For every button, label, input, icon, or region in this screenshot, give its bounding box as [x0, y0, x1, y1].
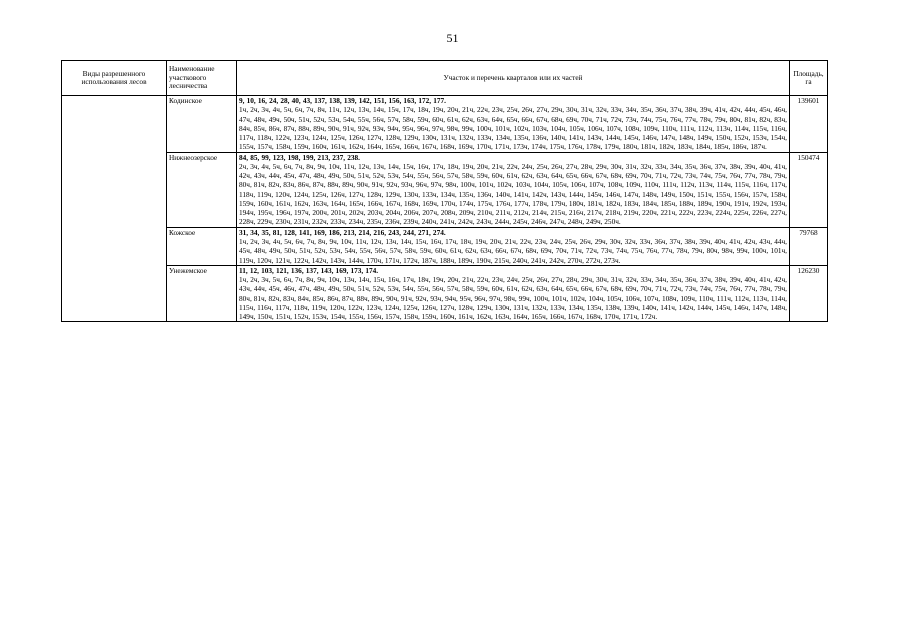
district-name: Нижнеозерское — [167, 152, 237, 227]
partial-quarters: 2ч, 3ч, 4ч, 5ч, 6ч, 7ч, 8ч, 9ч, 10ч, 11ч, 12ч, 13ч, 14ч, 15ч, 16ч, 17ч, 18ч, 19ч, 20ч, 21ч, 22ч, 24ч, 25ч, 26ч, 27ч, 28ч, 29ч, 30ч, 31ч, 32ч, 33ч, 34ч, 35ч, 36ч, 37ч, 38ч, 39ч, 40ч, 41ч, 42ч, 43ч, 44ч, 45ч, 47ч, 48ч, 49ч, 50ч, 51ч, 52ч, 53ч, 54ч, 55ч, 56ч, 57ч, 58ч, 59ч, 60ч, 61ч, 62ч, 63ч, 64ч, 65ч, 66ч, 67ч, 68ч, 69ч, 70ч, 71ч, 72ч, 73ч, 74ч, 75ч, 76ч, 77ч, 78ч, 79ч, 80ч, 81ч, 82ч, 83ч, 86ч, 87ч, 88ч, 89ч, 90ч, 91ч, 92ч, 93ч, 96ч, 97ч, 98ч, 100ч, 101ч, 102ч, 103ч, 104ч, 105ч, 106ч, 107ч, 108ч, 109ч, 110ч, 111ч, 112ч, 113ч, 114ч, 115ч, 116ч, 117ч, 118ч, 119ч, 120ч, 124ч, 125ч, 126ч, 127ч, 128ч, 129ч, 130ч, 133ч, 134ч, 135ч, 136ч, 140ч, 141ч, 142ч, 143ч, 144ч, 145ч, 146ч, 147ч, 148ч, 149ч, 150ч, 151ч, 155ч, 156ч, 157ч, 158ч, 159ч, 160ч, 161ч, 162ч, 163ч, 164ч, 165ч, 166ч, 167ч, 168ч, 169ч, 170ч, 174ч, 175ч, 176ч, 177ч, 178ч, 179ч, 180ч, 181ч, 182ч, 183ч, 184ч, 185ч, 188ч, 189ч, 190ч, 191ч, 192ч, 193ч, 194ч, 195ч, 196ч, 197ч, 200ч, 201ч, 202ч, 203ч, 204ч, 206ч, 207ч, 208ч, 209ч, 210ч, 211ч, 212ч, 214ч, 215ч, 216ч, 217ч, 218ч, 219ч, 220ч, 221ч, 222ч, 223ч, 224ч, 225ч, 226ч, 227ч, 228ч, 229ч, 230ч, 231ч, 232ч, 233ч, 234ч, 235ч, 236ч, 239ч, 240ч, 241ч, 242ч, 243ч, 244ч, 245ч, 246ч, 247ч, 248ч, 249ч, 250ч. — [239, 161, 787, 227]
whole-quarters: 84, 85, 99, 123, 198, 199, 213, 237, 238. — [239, 152, 360, 162]
partial-quarters: 1ч, 2ч, 3ч, 4ч, 5ч, 6ч, 7ч, 8ч, 9ч, 10ч, 11ч, 12ч, 13ч, 14ч, 15ч, 16ч, 17ч, 18ч, 19ч, 20ч, 21ч, 22ч, 23ч, 24ч, 25ч, 26ч, 29ч, 30ч, 32ч, 33ч, 36ч, 37ч, 38ч, 39ч, 40ч, 41ч, 42ч, 43ч, 44ч, 45ч, 48ч, 49ч, 50ч, 51ч, 52ч, 53ч, 54ч, 55ч, 56ч, 57ч, 58ч, 59ч, 60ч, 61ч, 62ч, 63ч, 66ч, 67ч, 68ч, 69ч, 70ч, 71ч, 72ч, 73ч, 74ч, 75ч, 76ч, 77ч, 78ч, 79ч, 80ч, 98ч, 99ч, 100ч, 101ч, 119ч, 120ч, 121ч, 122ч, 142ч, 143ч, 144ч, 170ч, 171ч, 172ч, 187ч, 188ч, 189ч, 190ч, 215ч, 240ч, 241ч, 242ч, 270ч, 272ч, 273ч. — [239, 236, 787, 265]
forest-use-table — [61, 60, 828, 322]
header-area: Площадь, га — [790, 61, 828, 96]
page-number: 51 — [446, 31, 459, 45]
table-row — [62, 96, 828, 153]
header-usage: Виды разрешенного использования лесов — [62, 61, 167, 96]
usage-cell — [62, 96, 167, 322]
quarters-cell — [237, 265, 790, 322]
table-row — [62, 265, 828, 322]
district-name: Кодинское — [167, 96, 237, 153]
partial-quarters: 1ч, 2ч, 3ч, 5ч, 6ч, 7ч, 8ч, 9ч, 10ч, 13ч, 14ч, 15ч, 16ч, 17ч, 18ч, 19ч, 20ч, 21ч, 22ч, 23ч, 24ч, 25ч, 26ч, 27ч, 28ч, 29ч, 30ч, 31ч, 32ч, 33ч, 34ч, 35ч, 36ч, 37ч, 38ч, 39ч, 40ч, 41ч, 42ч, 43ч, 44ч, 45ч, 46ч, 47ч, 48ч, 49ч, 50ч, 51ч, 52ч, 53ч, 54ч, 55ч, 56ч, 57ч, 58ч, 59ч, 60ч, 61ч, 62ч, 63ч, 64ч, 65ч, 66ч, 67ч, 68ч, 69ч, 70ч, 71ч, 72ч, 73ч, 74ч, 75ч, 76ч, 77ч, 78ч, 79ч, 80ч, 81ч, 82ч, 83ч, 84ч, 85ч, 86ч, 87ч, 88ч, 89ч, 90ч, 91ч, 92ч, 93ч, 94ч, 95ч, 96ч, 97ч, 98ч, 99ч, 100ч, 101ч, 102ч, 104ч, 105ч, 106ч, 107ч, 108ч, 109ч, 110ч, 111ч, 112ч, 113ч, 114ч, 115ч, 116ч, 117ч, 118ч, 119ч, 120ч, 122ч, 123ч, 124ч, 125ч, 126ч, 127ч, 128ч, 129ч, 130ч, 131ч, 132ч, 133ч, 134ч, 135ч, 138ч, 139ч, 140ч, 141ч, 142ч, 144ч, 145ч, 146ч, 147ч, 148ч, 149ч, 150ч, 151ч, 152ч, 153ч, 154ч, 155ч, 156ч, 157ч, 158ч, 159ч, 160ч, 161ч, 162ч, 163ч, 164ч, 165ч, 166ч, 167ч, 168ч, 170ч, 171ч, 172ч. — [239, 275, 787, 322]
header-district: Наименование участкового лесничества — [167, 61, 237, 96]
quarters-cell — [237, 96, 790, 153]
area-value: 150474 — [790, 152, 828, 227]
quarters-cell — [237, 227, 790, 265]
whole-quarters: 9, 10, 16, 24, 28, 40, 43, 137, 138, 139, 142, 151, 156, 163, 172, 177. — [239, 96, 446, 105]
area-value: 79768 — [790, 227, 828, 265]
table-row — [62, 227, 828, 265]
header-quarters: Участок и перечень кварталов или их частей — [237, 61, 790, 96]
area-value: 139601 — [790, 96, 828, 153]
whole-quarters: 11, 12, 103, 121, 136, 137, 143, 169, 173, 174. — [239, 265, 379, 275]
whole-quarters: 31, 34, 35, 81, 128, 141, 169, 186, 213, 214, 216, 243, 244, 271, 274. — [239, 227, 446, 237]
quarters-cell — [237, 152, 790, 227]
district-name: Унежемское — [167, 265, 237, 322]
partial-quarters: 1ч, 2ч, 3ч, 4ч, 5ч, 6ч, 7ч, 8ч, 11ч, 12ч, 13ч, 14ч, 15ч, 17ч, 18ч, 19ч, 20ч, 21ч, 22ч, 23ч, 25ч, 26ч, 27ч, 29ч, 30ч, 31ч, 32ч, 33ч, 34ч, 35ч, 36ч, 37ч, 38ч, 39ч, 41ч, 42ч, 44ч, 45ч, 46ч, 47ч, 48ч, 49ч, 50ч, 51ч, 52ч, 53ч, 54ч, 55ч, 56ч, 57ч, 58ч, 59ч, 60ч, 61ч, 62ч, 63ч, 64ч, 65ч, 66ч, 67ч, 68ч, 69ч, 70ч, 71ч, 72ч, 73ч, 74ч, 75ч, 76ч, 77ч, 78ч, 79ч, 80ч, 81ч, 82ч, 83ч, 84ч, 85ч, 86ч, 87ч, 88ч, 89ч, 90ч, 91ч, 92ч, 93ч, 94ч, 95ч, 96ч, 97ч, 98ч, 99ч, 100ч, 101ч, 102ч, 103ч, 104ч, 105ч, 106ч, 107ч, 108ч, 109ч, 110ч, 111ч, 112ч, 113ч, 114ч, 115ч, 116ч, 117ч, 118ч, 122ч, 123ч, 124ч, 125ч, 126ч, 127ч, 128ч, 129ч, 130ч, 131ч, 132ч, 133ч, 134ч, 135ч, 136ч, 140ч, 141ч, 143ч, 144ч, 145ч, 146ч, 147ч, 148ч, 149ч, 150ч, 152ч, 153ч, 154ч, 155ч, 157ч, 158ч, 159ч, 160ч, 161ч, 162ч, 164ч, 165ч, 166ч, 167ч, 168ч, 169ч, 170ч, 171ч, 173ч, 174ч, 175ч, 176ч, 178ч, 179ч, 180ч, 181ч, 182ч, 183ч, 184ч, 185ч, 186ч, 187ч. — [239, 105, 787, 152]
area-value: 126230 — [790, 265, 828, 322]
table-header-row — [62, 61, 828, 96]
district-name: Кожское — [167, 227, 237, 265]
table-row — [62, 152, 828, 227]
